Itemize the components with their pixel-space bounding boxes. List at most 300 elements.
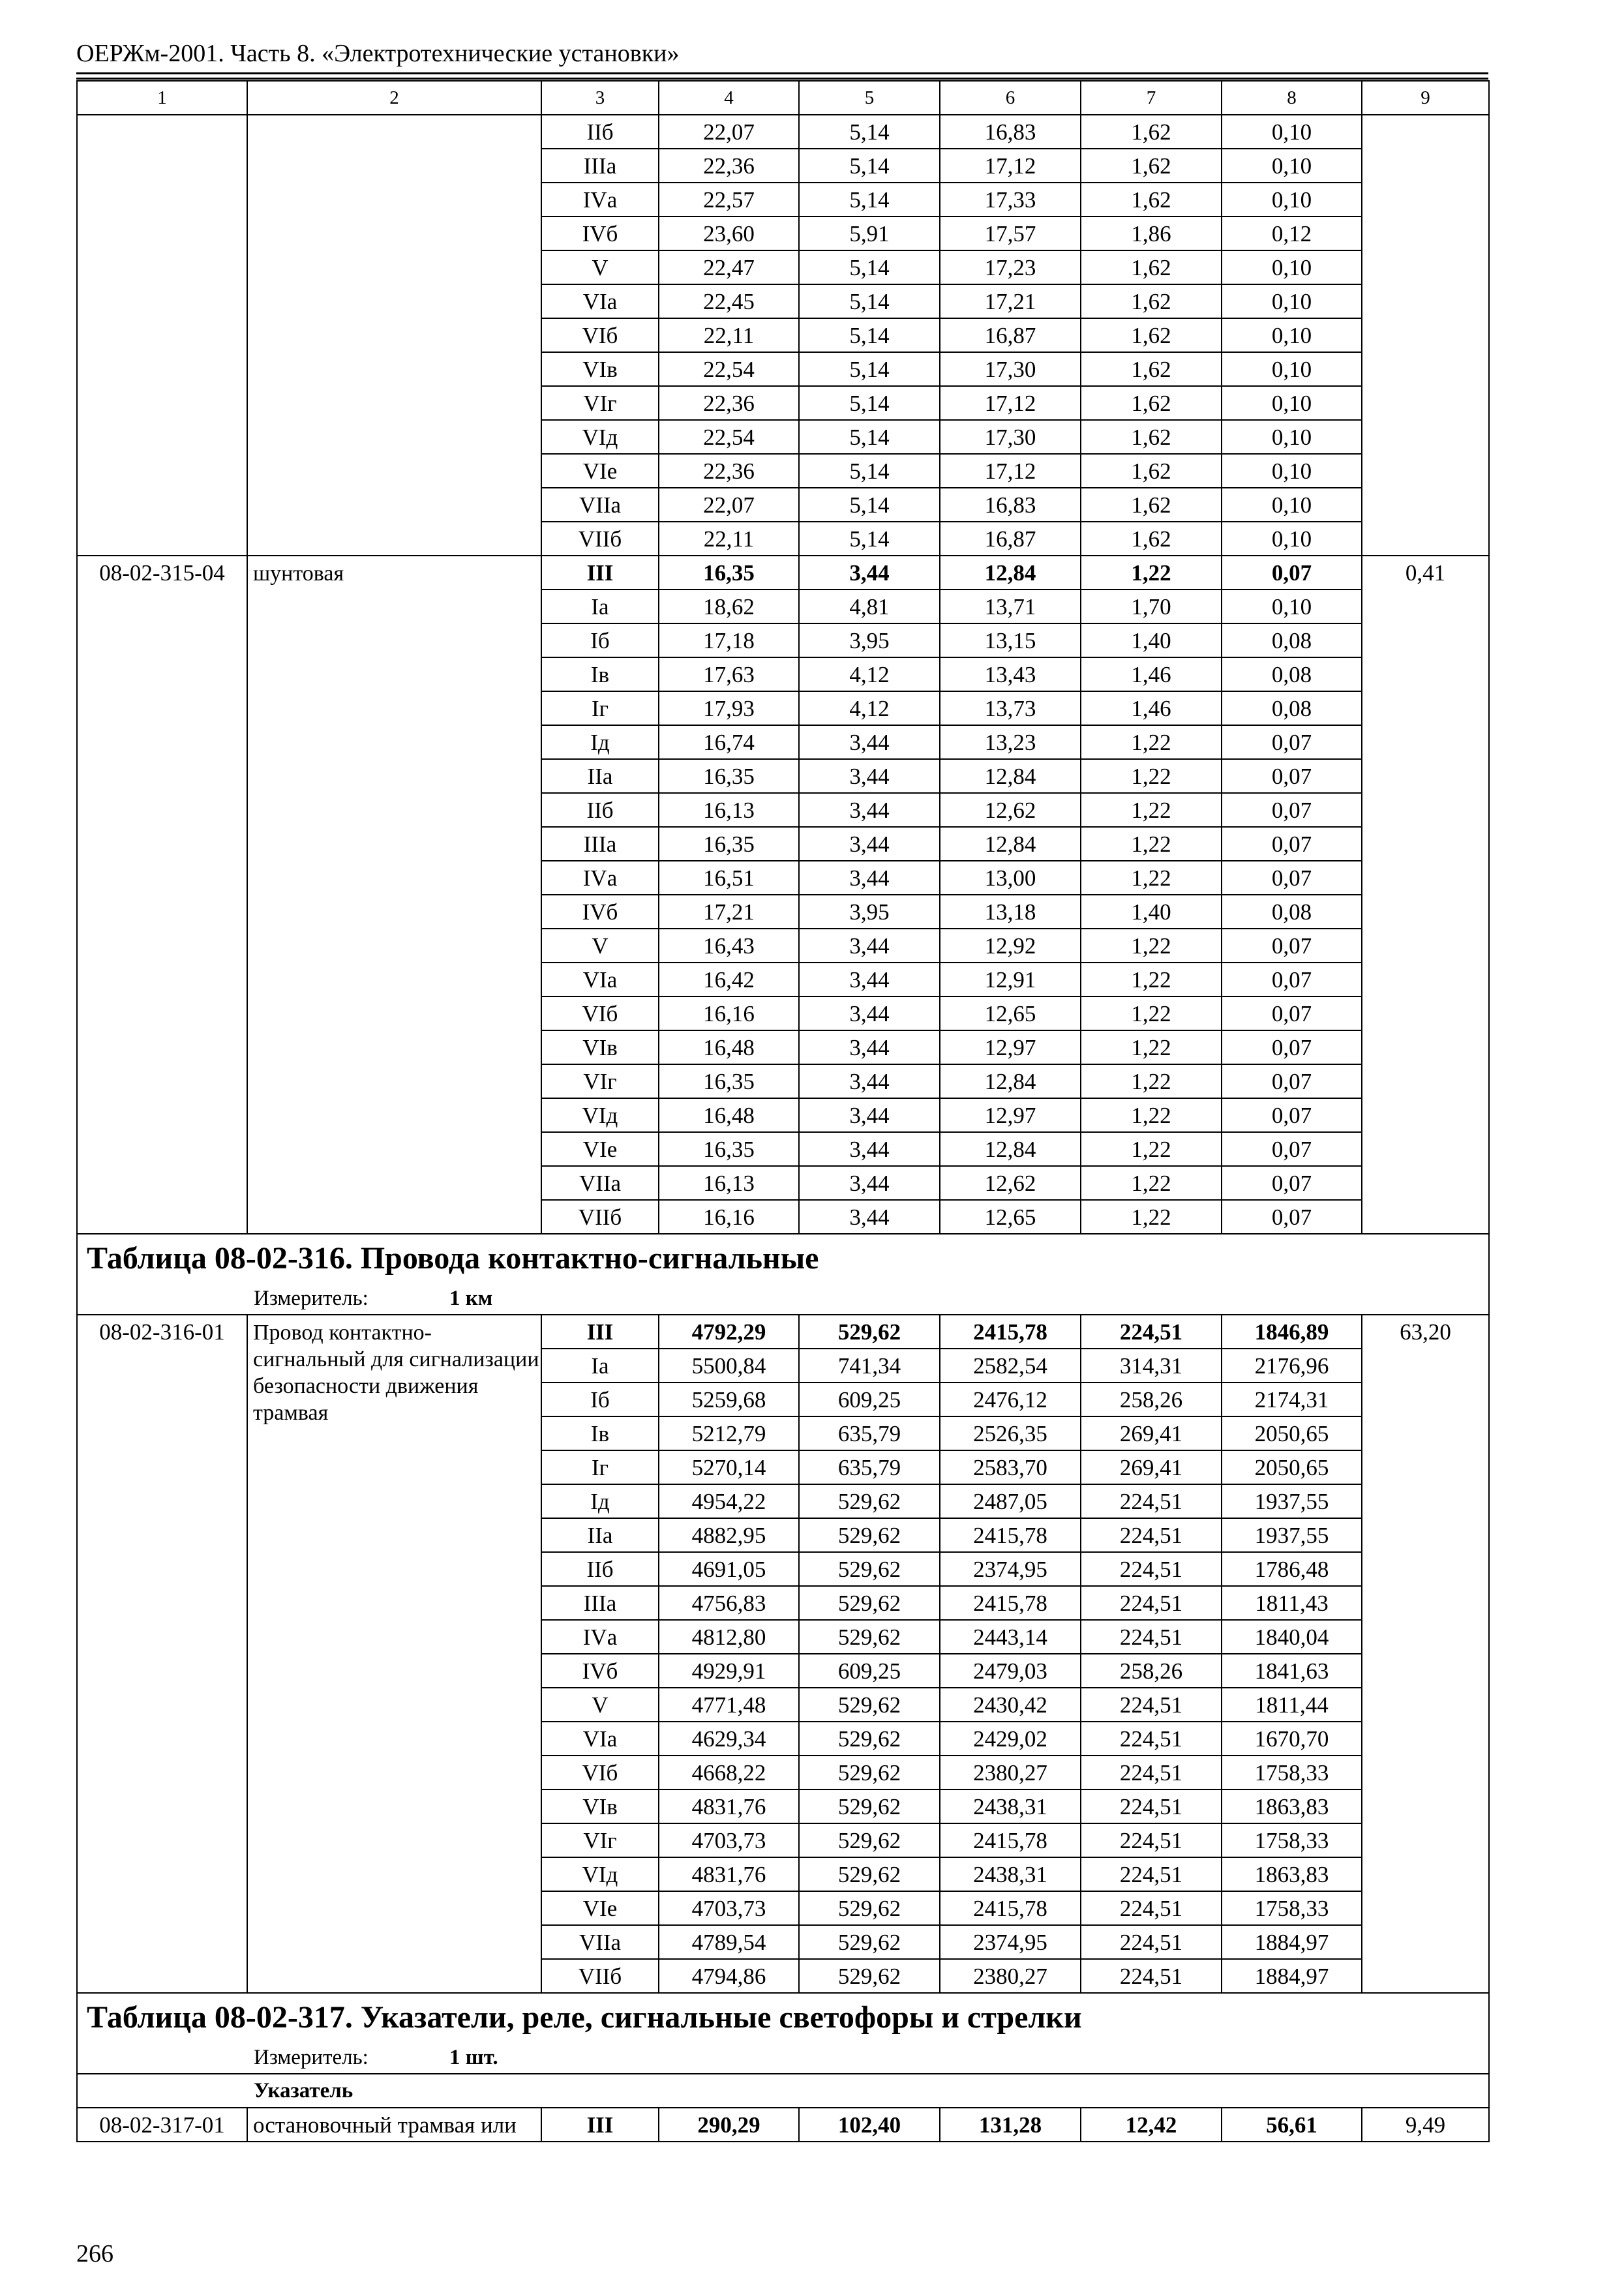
table-cell: 1846,89 [1222,1315,1362,1349]
table-cell: 3,44 [799,1030,940,1064]
subheader-row [77,2074,1489,2108]
table-row [77,556,1489,590]
table-cell: 314,31 [1081,1349,1222,1383]
table-cell: 224,51 [1081,1552,1222,1586]
table-cell: 0,07 [1222,793,1362,827]
table-cell: IIIа [541,827,659,861]
table-cell: 4831,76 [659,1857,799,1891]
table-cell: 3,95 [799,623,940,657]
table-cell: 1,22 [1081,556,1222,590]
table-cell: 3,44 [799,827,940,861]
table-cell: 224,51 [1081,1620,1222,1654]
column-number: 3 [541,81,659,115]
table-cell: 12,91 [940,963,1081,996]
table-cell: 13,71 [940,590,1081,623]
table-cell: 224,51 [1081,1823,1222,1857]
table-cell: 741,34 [799,1349,940,1383]
table-cell: 22,36 [659,386,799,420]
table-cell: 0,10 [1222,149,1362,183]
table-cell: 1758,33 [1222,1756,1362,1789]
table-cell: Iв [541,1416,659,1450]
table-cell: 224,51 [1081,1857,1222,1891]
table-cell: VIа [541,1722,659,1756]
table-cell: 1,22 [1081,1030,1222,1064]
table-cell: 56,61 [1222,2108,1362,2142]
table-cell: 1,22 [1081,725,1222,759]
table-cell: 17,93 [659,691,799,725]
table-cell: VIа [541,963,659,996]
table-cell: 17,21 [659,895,799,929]
table-cell: 16,87 [940,522,1081,556]
table-cell: 1,22 [1081,1166,1222,1200]
table-cell: 0,07 [1222,827,1362,861]
table-cell: 0,08 [1222,623,1362,657]
column-number: 1 [77,81,247,115]
meter-value: 1 км [449,1286,493,1310]
table-cell: 3,44 [799,1132,940,1166]
table-cell: IIIа [541,1586,659,1620]
table-cell: 4831,76 [659,1789,799,1823]
header-rule [76,72,1488,74]
table-cell: 5,14 [799,183,940,217]
table-cell: V [541,1688,659,1722]
table-cell: 4691,05 [659,1552,799,1586]
table-cell: 5,14 [799,454,940,488]
table-cell: 1,46 [1081,657,1222,691]
table-cell: 3,44 [799,793,940,827]
table-cell: 13,23 [940,725,1081,759]
table-cell: 3,44 [799,963,940,996]
table-cell: 635,79 [799,1450,940,1484]
table-cell: 224,51 [1081,1586,1222,1620]
table-cell: IVб [541,895,659,929]
table-cell: 17,33 [940,183,1081,217]
table-cell: 13,43 [940,657,1081,691]
table-cell: 16,16 [659,1200,799,1234]
table-cell: 4703,73 [659,1823,799,1857]
table-cell: 2479,03 [940,1654,1081,1688]
table-row [77,115,1489,149]
table-cell: IIа [541,759,659,793]
table-cell: 0,10 [1222,386,1362,420]
table-cell: 18,62 [659,590,799,623]
table-cell: VIг [541,1064,659,1098]
table-body [77,81,1489,2142]
table-cell: 529,62 [799,1552,940,1586]
table-cell: 16,74 [659,725,799,759]
table-cell: 22,07 [659,488,799,522]
table-cell: 609,25 [799,1383,940,1416]
table-cell: 22,11 [659,522,799,556]
table-cell: 17,18 [659,623,799,657]
table-cell: 3,44 [799,1098,940,1132]
table-cell: 4,12 [799,691,940,725]
table-cell: 3,44 [799,861,940,895]
rate-code: 08-02-316-01 [77,1315,247,1993]
table-cell: 3,44 [799,759,940,793]
table-cell: 2438,31 [940,1857,1081,1891]
table-cell: 22,11 [659,318,799,352]
table-cell: 1,62 [1081,318,1222,352]
table-cell: 0,10 [1222,183,1362,217]
table-cell: 0,07 [1222,996,1362,1030]
table-cell: 3,95 [799,895,940,929]
table-cell: 1,62 [1081,454,1222,488]
table-cell: 4668,22 [659,1756,799,1789]
rate-code: 08-02-317-01 [77,2108,247,2142]
table-cell: 529,62 [799,1857,940,1891]
table-cell: VIIб [541,1200,659,1234]
table-cell: 3,44 [799,1166,940,1200]
table-cell: 609,25 [799,1654,940,1688]
table-cell: 1,22 [1081,963,1222,996]
table-cell: Iа [541,1349,659,1383]
table-cell: V [541,929,659,963]
table-cell: 1863,83 [1222,1857,1362,1891]
rates-table [76,80,1490,2142]
table-cell: VIIа [541,488,659,522]
table-cell: 16,83 [940,115,1081,149]
table-cell: VIг [541,386,659,420]
table-row [77,1315,1489,1349]
table-cell: 1841,63 [1222,1654,1362,1688]
table-cell: 4789,54 [659,1925,799,1959]
table-cell: 22,45 [659,284,799,318]
table-cell: 0,07 [1222,963,1362,996]
column-number: 2 [247,81,541,115]
table-cell: 2374,95 [940,1552,1081,1586]
table-cell: 0,07 [1222,759,1362,793]
table-cell: 0,08 [1222,895,1362,929]
table-cell: 0,10 [1222,420,1362,454]
table-cell: 3,44 [799,1064,940,1098]
table-cell: 5212,79 [659,1416,799,1450]
table-title-317: Таблица 08-02-317. Указатели, реле, сигнальные светофоры и стрелки [77,1993,1489,2042]
table-cell: 1,22 [1081,759,1222,793]
table-cell: 1,22 [1081,1064,1222,1098]
table-cell: VIб [541,1756,659,1789]
table-cell: 13,00 [940,861,1081,895]
table-cell: 12,84 [940,556,1081,590]
table-cell: 0,07 [1222,1166,1362,1200]
table-cell: 17,30 [940,420,1081,454]
table-cell: 0,10 [1222,284,1362,318]
table-cell: IVа [541,183,659,217]
table-cell: 2526,35 [940,1416,1081,1450]
table-cell: 22,57 [659,183,799,217]
table-cell: VIб [541,996,659,1030]
table-cell: Iг [541,691,659,725]
table-cell: 2050,65 [1222,1450,1362,1484]
table-cell: 4929,91 [659,1654,799,1688]
table-cell: 2429,02 [940,1722,1081,1756]
table-cell: 2415,78 [940,1518,1081,1552]
table-cell: 0,08 [1222,691,1362,725]
table-cell: 0,12 [1222,217,1362,250]
table-cell: 12,84 [940,1064,1081,1098]
table-row [77,2108,1489,2142]
table-cell: VIб [541,318,659,352]
table-cell: Iб [541,623,659,657]
table-cell: 23,60 [659,217,799,250]
table-cell: 5,91 [799,217,940,250]
table-cell: 1,40 [1081,623,1222,657]
table-cell: 1937,55 [1222,1518,1362,1552]
table-cell: 0,10 [1222,250,1362,284]
table-cell: IVб [541,217,659,250]
meter-row [77,2042,1489,2074]
table-cell: 1,22 [1081,793,1222,827]
table-cell: 0,10 [1222,115,1362,149]
table-cell: 22,07 [659,115,799,149]
table-cell: VIIб [541,522,659,556]
table-cell: VIв [541,1030,659,1064]
table-cell: IVа [541,861,659,895]
table-cell: 22,36 [659,454,799,488]
table-cell: Iд [541,725,659,759]
table-cell: 0,07 [1222,556,1362,590]
rate-name: шунтовая [247,556,541,1234]
table-title-row [77,1234,1489,1283]
table-cell: 1,46 [1081,691,1222,725]
table-cell: 1,62 [1081,149,1222,183]
table-cell: 3,44 [799,725,940,759]
table-cell: 0,10 [1222,522,1362,556]
table-cell: 2380,27 [940,1959,1081,1993]
table-cell: 529,62 [799,1620,940,1654]
subheader: Указатель [77,2074,1489,2108]
table-cell: 3,44 [799,1200,940,1234]
table-cell: 1884,97 [1222,1925,1362,1959]
column-number: 6 [940,81,1081,115]
table-cell: Iа [541,590,659,623]
table-cell: 16,42 [659,963,799,996]
table-cell: 0,07 [1222,1200,1362,1234]
column-number: 4 [659,81,799,115]
table-cell: 16,48 [659,1030,799,1064]
table-cell: 1840,04 [1222,1620,1362,1654]
table-cell: VIв [541,352,659,386]
table-cell: V [541,250,659,284]
table-cell: VIд [541,1857,659,1891]
table-cell: VIIб [541,1959,659,1993]
table-cell: 0,07 [1222,1132,1362,1166]
table-cell: 2438,31 [940,1789,1081,1823]
table-cell: 5,14 [799,318,940,352]
table-cell: 258,26 [1081,1383,1222,1416]
table-title-row [77,1993,1489,2042]
table-cell: 0,07 [1222,929,1362,963]
table-cell: 269,41 [1081,1450,1222,1484]
table-cell: 1,22 [1081,1098,1222,1132]
table-cell: 2582,54 [940,1349,1081,1383]
column-number: 8 [1222,81,1362,115]
table-cell: 224,51 [1081,1688,1222,1722]
table-cell: 635,79 [799,1416,940,1450]
table-cell: 22,54 [659,420,799,454]
table-cell: 1,62 [1081,420,1222,454]
rate-name [247,115,541,556]
table-cell: 258,26 [1081,1654,1222,1688]
table-cell: 13,18 [940,895,1081,929]
table-cell: 1786,48 [1222,1552,1362,1586]
table-cell: 17,30 [940,352,1081,386]
table-cell: 1,62 [1081,352,1222,386]
table-cell: 1,22 [1081,861,1222,895]
table-cell: 1,62 [1081,522,1222,556]
table-cell: 5,14 [799,420,940,454]
meter-label: Измеритель: [254,2045,368,2069]
table-cell: 12,97 [940,1030,1081,1064]
table-cell: 529,62 [799,1484,940,1518]
table-cell: 1,22 [1081,1132,1222,1166]
table-cell: VIе [541,1891,659,1925]
table-cell: 0,10 [1222,454,1362,488]
table-cell: 13,15 [940,623,1081,657]
table-cell: 4,12 [799,657,940,691]
table-cell: 5,14 [799,352,940,386]
table-cell: 224,51 [1081,1484,1222,1518]
meter-row [77,1283,1489,1315]
table-cell: VIIа [541,1925,659,1959]
table-cell: 0,07 [1222,1030,1362,1064]
table-cell: 16,35 [659,1064,799,1098]
table-cell: IIа [541,1518,659,1552]
table-cell: 12,62 [940,1166,1081,1200]
table-cell: 4756,83 [659,1586,799,1620]
table-cell: 5,14 [799,488,940,522]
table-cell: 529,62 [799,1586,940,1620]
column-number-row [77,81,1489,115]
table-cell: 2415,78 [940,1823,1081,1857]
table-cell: III [541,1315,659,1349]
table-cell: IIб [541,793,659,827]
table-cell: 12,65 [940,1200,1081,1234]
table-cell: 16,35 [659,759,799,793]
table-cell: 0,10 [1222,488,1362,522]
rate-total [1362,115,1489,556]
table-cell: 2174,31 [1222,1383,1362,1416]
table-cell: 16,35 [659,1132,799,1166]
meter-value: 1 шт. [449,2045,498,2069]
table-cell: 224,51 [1081,1925,1222,1959]
table-cell: 12,84 [940,759,1081,793]
header-rule [76,78,1488,80]
table-cell: 1937,55 [1222,1484,1362,1518]
table-cell: 13,73 [940,691,1081,725]
table-cell: 4812,80 [659,1620,799,1654]
table-cell: III [541,2108,659,2142]
table-cell: 5270,14 [659,1450,799,1484]
rate-code: 08-02-315-04 [77,556,247,1234]
table-cell: 5500,84 [659,1349,799,1383]
table-cell: 5,14 [799,149,940,183]
table-cell: 2380,27 [940,1756,1081,1789]
table-cell: 1,62 [1081,115,1222,149]
table-cell: 4,81 [799,590,940,623]
table-cell: 12,84 [940,827,1081,861]
table-cell: 17,63 [659,657,799,691]
table-cell: 1758,33 [1222,1891,1362,1925]
table-cell: 1,62 [1081,488,1222,522]
table-cell: 2415,78 [940,1891,1081,1925]
rate-total: 9,49 [1362,2108,1489,2142]
table-cell: 5,14 [799,284,940,318]
table-cell: 290,29 [659,2108,799,2142]
table-cell: 5,14 [799,522,940,556]
table-cell: 1,22 [1081,929,1222,963]
table-cell: 4771,48 [659,1688,799,1722]
table-cell: IVа [541,1620,659,1654]
table-cell: VIа [541,284,659,318]
table-cell: Iг [541,1450,659,1484]
table-cell: 17,21 [940,284,1081,318]
table-cell: 17,57 [940,217,1081,250]
table-cell: 3,44 [799,996,940,1030]
table-cell: 17,12 [940,386,1081,420]
table-cell: 0,07 [1222,861,1362,895]
table-cell: 224,51 [1081,1891,1222,1925]
table-cell: 12,97 [940,1098,1081,1132]
table-cell: 529,62 [799,1315,940,1349]
table-cell: 5,14 [799,115,940,149]
rate-code [77,115,247,556]
table-cell: IVб [541,1654,659,1688]
page-number: 266 [76,2240,113,2267]
column-number: 9 [1362,81,1489,115]
table-cell: 4954,22 [659,1484,799,1518]
table-cell: 1,22 [1081,827,1222,861]
table-cell: 17,12 [940,454,1081,488]
table-cell: 102,40 [799,2108,940,2142]
table-cell: III [541,556,659,590]
table-cell: 529,62 [799,1823,940,1857]
table-cell: 2430,42 [940,1688,1081,1722]
table-cell: 12,42 [1081,2108,1222,2142]
table-cell: 1,70 [1081,590,1222,623]
table-cell: 1,40 [1081,895,1222,929]
table-cell: 12,65 [940,996,1081,1030]
table-cell: 22,54 [659,352,799,386]
table-cell: IIIа [541,149,659,183]
table-cell: 1884,97 [1222,1959,1362,1993]
table-cell: 4794,86 [659,1959,799,1993]
table-cell: 17,12 [940,149,1081,183]
table-cell: 1670,70 [1222,1722,1362,1756]
table-cell: 2415,78 [940,1586,1081,1620]
table-cell: 0,07 [1222,1098,1362,1132]
table-cell: 22,47 [659,250,799,284]
table-cell: 529,62 [799,1891,940,1925]
table-cell: VIе [541,1132,659,1166]
table-cell: 1,22 [1081,996,1222,1030]
table-cell: 1,62 [1081,386,1222,420]
table-cell: 529,62 [799,1688,940,1722]
table-cell: 1,62 [1081,284,1222,318]
meter-cell [77,2042,1489,2074]
table-cell: 224,51 [1081,1756,1222,1789]
table-cell: VIг [541,1823,659,1857]
table-cell: 4882,95 [659,1518,799,1552]
rate-total: 0,41 [1362,556,1489,1234]
column-number: 7 [1081,81,1222,115]
table-cell: 5,14 [799,386,940,420]
rate-total: 63,20 [1362,1315,1489,1993]
table-cell: 16,35 [659,556,799,590]
table-cell: 16,16 [659,996,799,1030]
table-cell: Iд [541,1484,659,1518]
table-cell: 12,92 [940,929,1081,963]
